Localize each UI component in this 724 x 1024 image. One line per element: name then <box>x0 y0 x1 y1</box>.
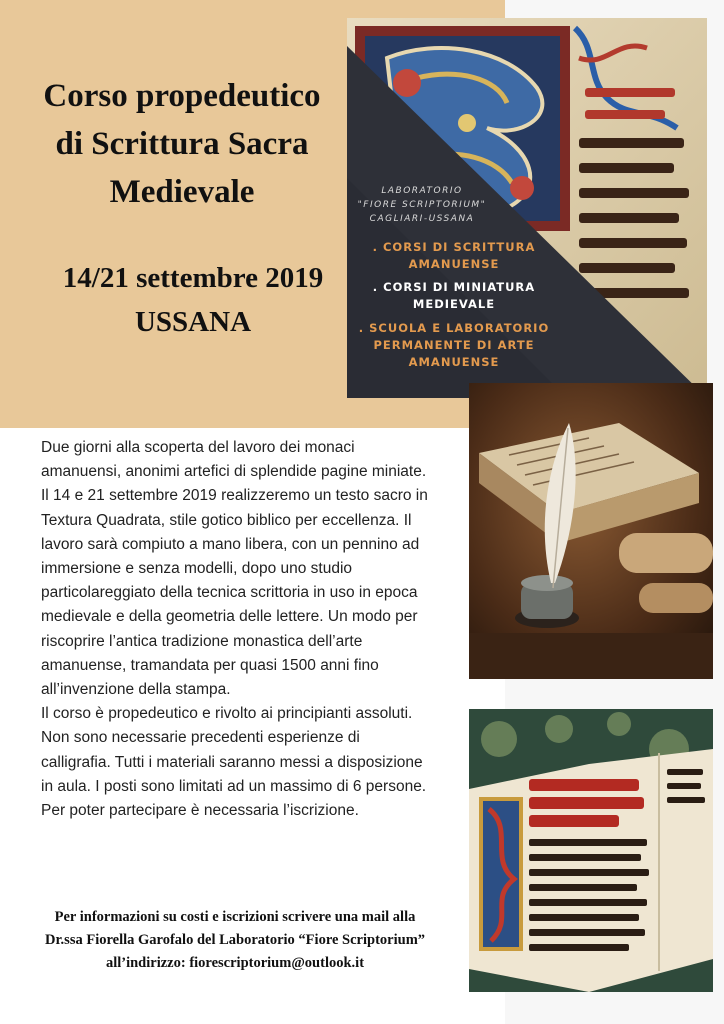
lab-heading <box>347 184 497 226</box>
course-poster <box>347 18 707 398</box>
page-title <box>14 72 350 216</box>
course-miniature-line-1: . CORSI DI MINIATURA <box>372 280 536 294</box>
course-writing-line-2: AMANUENSE <box>408 257 500 271</box>
course-writing-line-1: . CORSI DI SCRITTURA <box>372 240 536 254</box>
lab-line-2: "FIORE SCRIPTORIUM" <box>357 200 487 210</box>
quill-books-photo <box>469 383 713 679</box>
contact-line-2: Dr.ssa Fiorella Garofalo del Laboratorio “Fiore Scriptorium” <box>44 932 426 948</box>
course-miniature-line-2: MEDIEVALE <box>412 297 496 311</box>
contact-email-line[interactable]: all’indirizzo: fiorescriptorium@outlook.it <box>105 955 365 971</box>
course-miniature <box>347 279 561 313</box>
lab-line-3: CAGLIARI-USSANA <box>369 214 475 224</box>
description <box>41 436 429 823</box>
description-paragraph-1: Due giorni alla scoperta del lavoro dei monaci amanuensi, anonimi artefici di splendide pagine miniate. Il 14 e 21 settembre 2019 realizzeremo un testo sacro in Textura Quadrata, stile gotico biblico per eccellenza. Il lavoro sarà compiuto a mano libera, con un pennino ad immersione e senza modelli, dopo uno studio particolareggiato della tecnica scrittoria in uso in epoca medievale e della geometria delle lettere. Un modo per riscoprire l’antica tradizione monastica dell’arte amanuense, tramandata per quasi 1500 anni fino all’invenzione della stampa. <box>41 439 428 699</box>
contact-line-1: Per informazioni su costi e iscrizioni scrivere una mail alla <box>54 909 416 925</box>
course-school <box>347 320 561 371</box>
illuminated-book-photo <box>469 709 713 992</box>
event-date: 14/21 settembre 2019 <box>62 262 324 294</box>
description-paragraph-2: Il corso è propedeutico e rivolto ai principianti assoluti. Non sono necessarie precedenti esperienze di calligrafia. Tutti i materiali saranno messi a disposizione in aula. I posti sono limitati ad un massimo di 6 persone. Per poter partecipare è necessaria l’iscrizione. <box>41 705 427 820</box>
title-line-3: Medievale <box>109 174 255 210</box>
title-line-1: Corso propedeutico <box>43 78 321 114</box>
contact-info <box>0 906 470 975</box>
title-line-2: di Scrittura Sacra <box>55 126 309 162</box>
course-school-line-2: PERMANENTE DI ARTE <box>373 338 535 352</box>
course-writing <box>347 239 561 273</box>
event-place: USSANA <box>134 306 252 338</box>
course-school-line-3: AMANUENSE <box>408 355 500 369</box>
lab-line-1: LABORATORIO <box>381 186 463 196</box>
course-school-line-1: . SCUOLA E LABORATORIO <box>358 321 550 335</box>
